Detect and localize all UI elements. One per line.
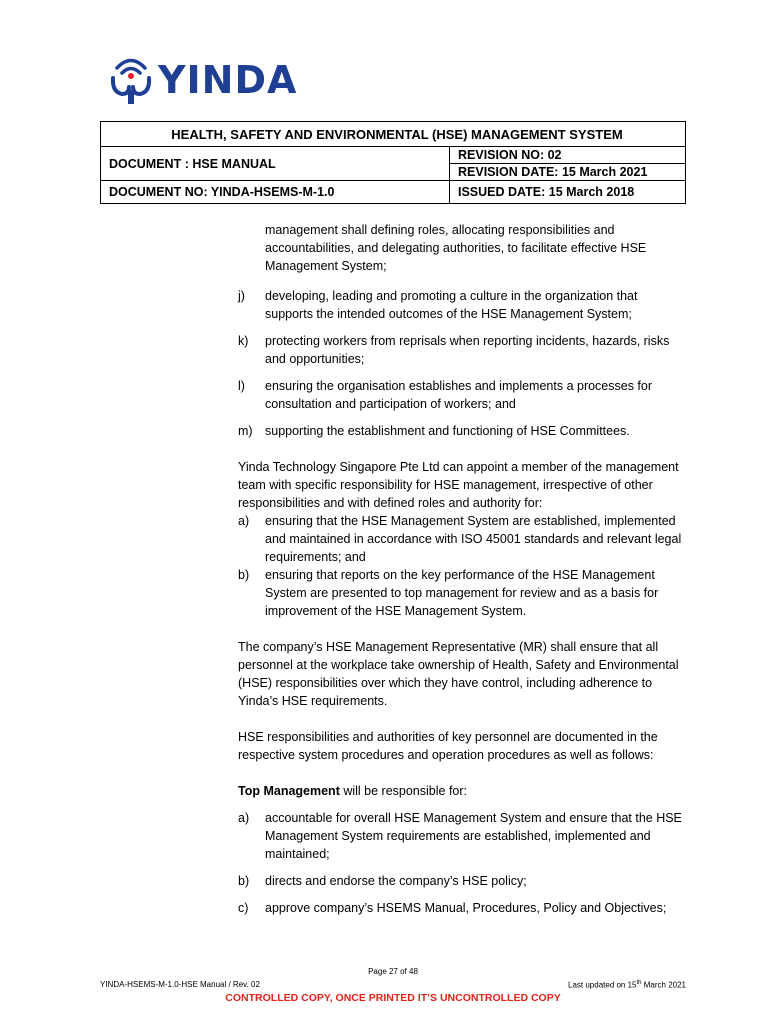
list-item-text: directs and endorse the company’s HSE policy; — [265, 874, 527, 888]
document-header-table — [100, 121, 686, 204]
list-item-text: accountable for overall HSE Management System and ensure that the HSE Management System requirements are established, implemented and maintained; — [265, 811, 682, 861]
paragraph-appointment: Yinda Technology Singapore Pte Ltd can appoint a member of the management team with specific responsibility for HSE management, irrespective of other responsibilities and with defined roles and authority for: — [238, 460, 679, 510]
list-item-text: developing, leading and promoting a culture in the organization that supports the intended outcomes of the HSE Management System; — [265, 289, 638, 321]
company-logo — [108, 52, 297, 108]
list-item-label: l) — [238, 379, 245, 393]
list-item-label: c) — [238, 901, 249, 915]
list-item-text: protecting workers from reprisals when reporting incidents, hazards, risks and opportunities; — [265, 334, 670, 366]
list-item — [238, 287, 688, 323]
list-item-text: ensuring the organisation establishes and implements a processes for consultation and participation of workers; and — [265, 379, 653, 411]
last-updated-sup: th — [636, 980, 642, 986]
list-item-label: b) — [238, 874, 250, 888]
footer-document-revision: YINDA-HSEMS-M-1.0-HSE Manual / Rev. 02 — [100, 980, 260, 989]
top-management-heading — [238, 782, 688, 800]
list-item — [238, 422, 688, 440]
list-item-text: supporting the establishment and functioning of HSE Committees. — [265, 424, 630, 438]
list-item-text: management shall defining roles, allocating responsibilities and accountabilities, and delegating authorities, to facilitate effective HSE Management System; — [265, 223, 647, 273]
last-updated-suffix: March 2021 — [641, 980, 686, 990]
list-item — [238, 872, 688, 890]
list-item-label: j) — [238, 289, 245, 303]
document-name: DOCUMENT : HSE MANUAL — [101, 147, 450, 181]
list-item-label: a) — [238, 514, 250, 528]
paragraph-responsibilities: HSE responsibilities and authorities of key personnel are documented in the respective system procedures and operation procedures as well as follows: — [238, 730, 658, 762]
last-updated-prefix: Last updated on 15 — [568, 980, 637, 990]
logo-wordmark: YINDA — [158, 58, 298, 102]
list-item — [238, 899, 688, 917]
list-item — [238, 566, 688, 620]
revision-date: REVISION DATE: 15 March 2021 — [450, 164, 686, 181]
page-number: Page 27 of 48 — [368, 967, 418, 976]
yinda-logo-icon — [108, 54, 154, 106]
list-item-label: m) — [238, 424, 253, 438]
list-item-text: ensuring that reports on the key performance of the HSE Management System are presented to top management for review and as a basis for improvement of the HSE Management System. — [265, 568, 659, 618]
list-item — [238, 332, 688, 368]
paragraph-mr: The company’s HSE Management Representative (MR) shall ensure that all personnel at the workplace take ownership of Health, Safety and Environmental (HSE) responsibilities over which they have control, including adherence to Yinda’s HSE requirements. — [238, 640, 679, 708]
list-item-label: k) — [238, 334, 249, 348]
list-item-continuation — [238, 221, 688, 275]
controlled-copy-notice: CONTROLLED COPY, ONCE PRINTED IT’S UNCONTROLLED COPY — [225, 992, 561, 1004]
list-item-text: ensuring that the HSE Management System are established, implemented and maintained in accordance with ISO 45001 standards and relevant legal requirements; and — [265, 514, 682, 564]
top-management-label: Top Management — [238, 784, 340, 798]
list-item — [238, 809, 688, 863]
system-title: HEALTH, SAFETY AND ENVIRONMENTAL (HSE) MANAGEMENT SYSTEM — [101, 122, 686, 147]
list-item — [238, 512, 688, 566]
list-item — [238, 377, 688, 413]
list-item-text: approve company’s HSEMS Manual, Procedures, Policy and Objectives; — [265, 901, 667, 915]
document-number: DOCUMENT NO: YINDA-HSEMS-M-1.0 — [101, 181, 450, 204]
issued-date: ISSUED DATE: 15 March 2018 — [450, 181, 686, 204]
document-body — [238, 221, 688, 926]
list-item-label: a) — [238, 811, 250, 825]
footer-last-updated — [100, 980, 686, 990]
list-item-label: b) — [238, 568, 250, 582]
top-management-rest: will be responsible for: — [339, 784, 468, 798]
revision-number: REVISION NO: 02 — [450, 147, 686, 164]
